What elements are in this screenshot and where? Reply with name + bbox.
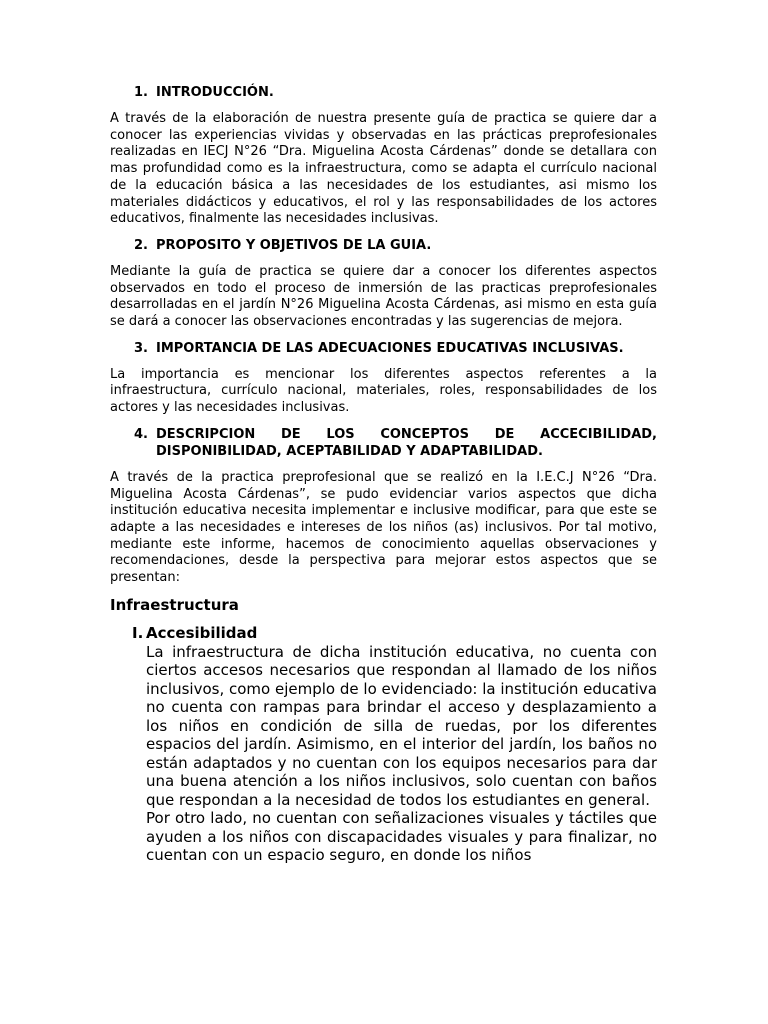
section-title: PROPOSITO Y OBJETIVOS DE LA GUIA. — [156, 237, 432, 253]
subsection-title: Accesibilidad — [146, 623, 258, 642]
accesibilidad-paragraph-1: La infraestructura de dicha institución educativa, no cuenta con ciertos accesos necesarios que respondan al llamado de los niños inclusivos, como ejemplo de lo evidenciado: la institución educativa no cuenta con rampas para brindar el acceso y desplazamiento a los niños en condición de silla de ruedas, por los diferentes espacios del jardín. Asimismo, en el interior del jardín, los baños no están adaptados y no cuentan con los equipos necesarios para dar una buena atención a los niños inclusivos, solo cuentan con baños que respondan a la necesidad de todos los estudiantes en general. — [146, 642, 657, 809]
section-number: 4. — [134, 426, 148, 442]
section-heading-importancia — [110, 340, 657, 357]
section-title: DESCRIPCION DE LOS CONCEPTOS DE ACCECIBILIDAD, DISPONIBILIDAD, ACEPTABILIDAD Y ADAPTABILIDAD. — [156, 426, 657, 459]
section-number: 3. — [134, 340, 148, 356]
document-page — [110, 84, 657, 865]
section-paragraph: A través de la practica preprofesional que se realizó en la I.E.C.J N°26 “Dra. Miguelina Acosta Cárdenas”, se pudo evidenciar varios aspectos que dicha institución educativa necesita implementar e inclusive modificar, para que este se adapte a las necesidades e intereses de los niños (as) inclusivos. Por tal motivo, mediante este informe, hacemos de conocimiento aquellas observaciones y recomendaciones, desde la perspectiva para mejorar estos aspectos que se presentan: — [110, 469, 657, 586]
section-title: IMPORTANCIA DE LAS ADECUACIONES EDUCATIVAS INCLUSIVAS. — [156, 340, 624, 356]
section-heading-descripcion — [110, 426, 657, 460]
section-paragraph: A través de la elaboración de nuestra presente guía de practica se quiere dar a conocer las experiencias vividas y observadas en las prácticas preprofesionales realizadas en IECJ N°26 “Dra. Miguelina Acosta Cárdenas” donde se detallara con mas profundidad como es la infraestructura, como se adapta el currículo nacional de la educación básica a las necesidades de los estudiantes, asi mismo los materiales didácticos y educativos, el rol y las responsabilidades de los actores educativos, finalmente las necesidades inclusivas. — [110, 111, 657, 227]
section-paragraph: La importancia es mencionar los diferentes aspectos referentes a la infraestructura, currículo nacional, materiales, roles, responsabilidades de los actores y las necesidades inclusivas. — [110, 366, 657, 416]
section-title: INTRODUCCIÓN. — [156, 85, 274, 100]
section-number: 1. — [134, 85, 148, 100]
infraestructura-title: Infraestructura — [110, 595, 239, 614]
subsection-number: I. — [132, 623, 144, 642]
section-paragraph: Mediante la guía de practica se quiere dar a conocer los diferentes aspectos observados en todo el proceso de inmersión de las practicas preprofesionales desarrolladas en el jardín N°26 Miguelina Acosta Cárdenas, asi mismo en esta guía se dará a conocer las observaciones encontradas y las sugerencias de mejora. — [110, 263, 657, 330]
section-number: 2. — [134, 237, 148, 253]
section-heading-proposito — [110, 237, 657, 254]
section-heading-introduccion — [110, 84, 657, 101]
accesibilidad-subsection — [110, 623, 657, 865]
accesibilidad-paragraph-2: Por otro lado, no cuentan con señalizaciones visuales y táctiles que ayuden a los niños con discapacidades visuales y para finalizar, no cuentan con un espacio seguro, en donde los niños — [146, 809, 657, 865]
